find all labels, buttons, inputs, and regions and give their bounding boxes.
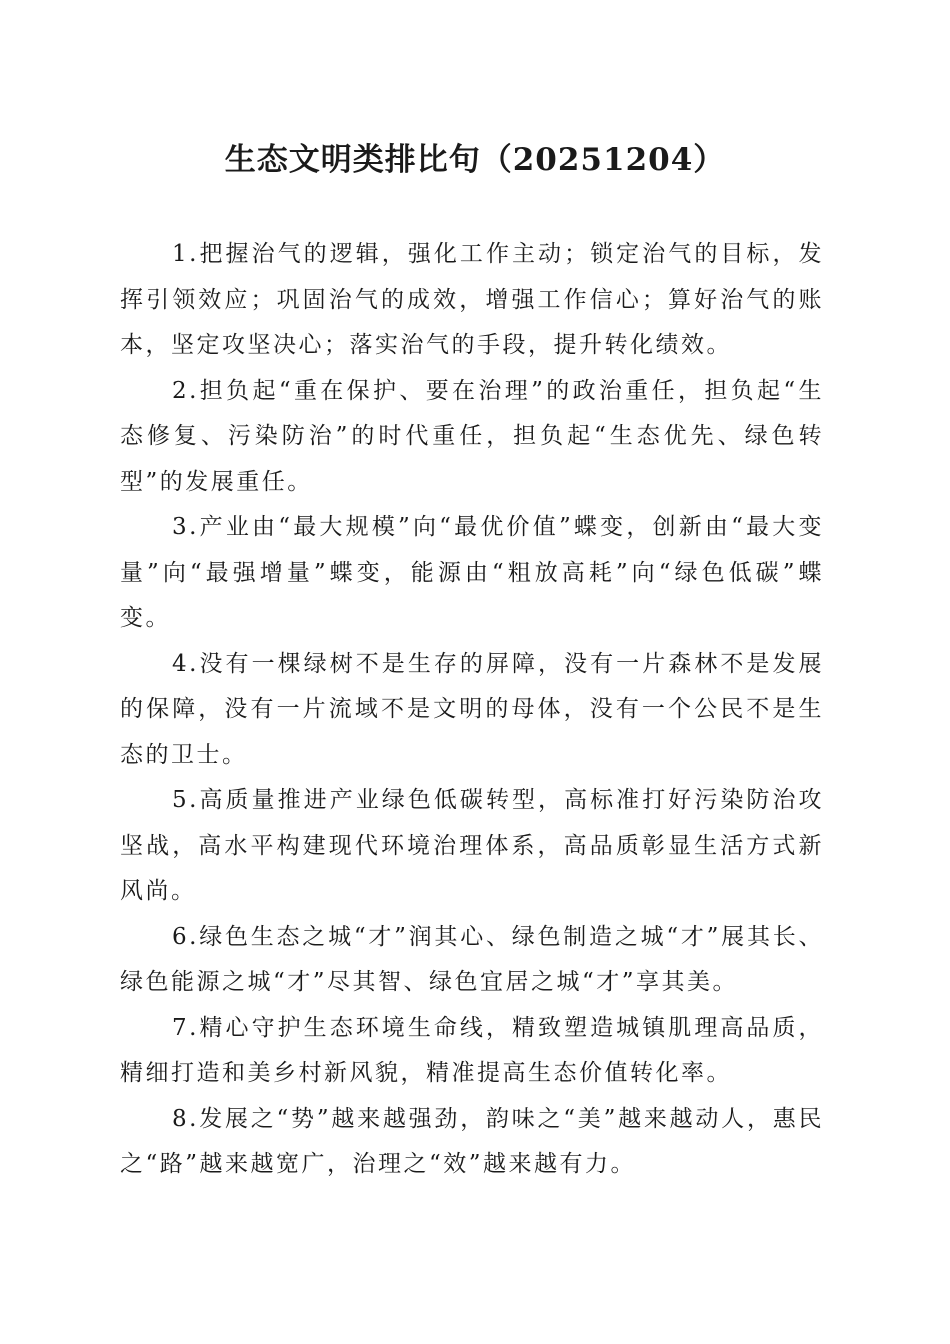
paragraph-4: 4.没有一棵绿树不是生存的屏障，没有一片森林不是发展的保障，没有一片流域不是文明的母体，没有一个公民不是生态的卫士。 xyxy=(120,650,824,768)
paragraph-8: 8.发展之“势”越来越强劲，韵味之“美”越来越动人，惠民之“路”越来越宽广，治理之“效”越来越有力。 xyxy=(120,1105,824,1177)
document-body xyxy=(120,232,824,1188)
paragraph-5: 5.高质量推进产业绿色低碳转型，高标准打好污染防治攻坚战，高水平构建现代环境治理体系，高品质彰显生活方式新风尚。 xyxy=(120,787,824,904)
paragraph-1: 1.把握治气的逻辑，强化工作主动；锁定治气的目标，发挥引领效应；巩固治气的成效，增强工作信心；算好治气的账本，坚定攻坚决心；落实治气的手段，提升转化绩效。 xyxy=(120,241,824,358)
document-title: 生态文明类排比句（20251204） xyxy=(224,142,726,178)
paragraph-2: 2.担负起“重在保护、要在治理”的政治重任，担负起“生态修复、污染防治”的时代重任，担负起“生态优先、绿色转型”的发展重任。 xyxy=(120,377,824,495)
paragraph-6: 6.绿色生态之城“才”润其心、绿色制造之城“才”展其长、绿色能源之城“才”尽其智、绿色宜居之城“才”享其美。 xyxy=(120,923,824,995)
paragraph-7: 7.精心守护生态环境生命线，精致塑造城镇肌理高品质，精细打造和美乡村新风貌，精准提高生态价值转化率。 xyxy=(120,1014,824,1086)
paragraph-3: 3.产业由“最大规模”向“最优价值”蝶变，创新由“最大变量”向“最强增量”蝶变，能源由“粗放高耗”向“绿色低碳”蝶变。 xyxy=(120,514,824,631)
